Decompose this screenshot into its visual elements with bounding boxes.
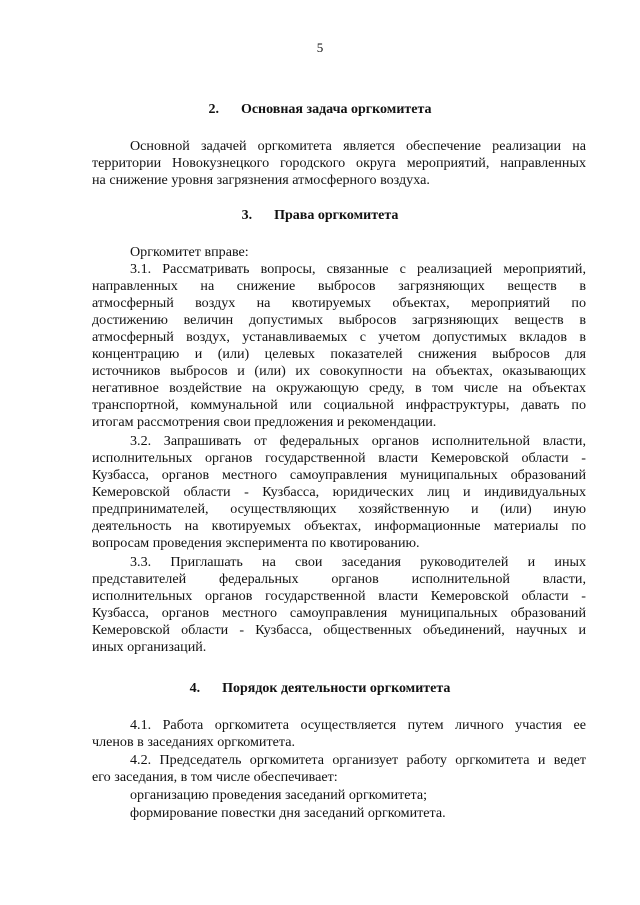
text-line: на снижение уровня загрязнения атмосферного воздуха. (92, 172, 430, 188)
text-line: 3.2. Запрашивать от федеральных органов исполнительной власти, (130, 433, 586, 449)
text-line: 3.3. Приглашать на свои заседания руководителей и иных (130, 554, 586, 570)
text-line: атмосферный воздух, устанавливаемых с учетом допустимых вкладов в (92, 329, 586, 345)
text-line: формирование повестки дня заседаний оргкомитета. (130, 805, 446, 821)
text-line: предпринимателей, осуществляющих хозяйственную и (или) иную (92, 501, 586, 517)
text-line: территории Новокузнецкого городского округа мероприятий, направленных (92, 155, 586, 171)
text-line: 3.1. Рассматривать вопросы, связанные с реализацией мероприятий, (130, 261, 586, 277)
text-line: его заседания, в том числе обеспечивает: (92, 769, 338, 785)
section-number: 4. (189, 681, 201, 696)
section-number: 2. (208, 102, 219, 117)
text-line: вопросам проведения эксперимента по квотированию. (92, 535, 420, 551)
text-line: представителей федеральных органов исполнительной власти, (92, 571, 586, 587)
text-line: Основной задачей оргкомитета является обеспечение реализации на (130, 138, 586, 154)
text-line: Кузбасса, органов местного самоуправления муниципальных образований (92, 467, 586, 483)
section-heading-4 (0, 681, 640, 697)
text-line: иных организаций. (92, 639, 207, 655)
section-title: Основная задача оргкомитета (240, 102, 432, 117)
text-line: Кузбасса, органов местного самоуправления муниципальных образований (92, 605, 586, 621)
text-line: исполнительных органов государственной власти Кемеровской области - (92, 588, 586, 604)
section-title: Права оргкомитета (274, 208, 399, 223)
text-line: организацию проведения заседаний оргкомитета; (130, 787, 428, 803)
text-line: транспортной, коммунальной или социальной инфраструктуры, давать по (92, 397, 586, 413)
section-heading-2 (0, 102, 640, 118)
section-title: Порядок деятельности оргкомитета (222, 681, 451, 696)
text-line: концентрацию и (или) целевых показателей снижения выбросов для (92, 346, 586, 362)
text-line: 4.1. Работа оргкомитета осуществляется путем личного участия ее (130, 717, 586, 733)
text-line: направленных на снижение выбросов загрязняющих веществ в (92, 278, 586, 294)
text-line: негативное воздействие на окружающую среду, в том числе на объектах (92, 380, 586, 396)
text-line: Кемеровской области - Кузбасса, общественных объединений, научных и (92, 622, 586, 638)
text-line: атмосферный воздух на квотируемых объектах, мероприятий по (92, 295, 586, 311)
text-line: 4.2. Председатель оргкомитета организует работу оргкомитета и ведет (130, 752, 586, 768)
text-line: членов в заседаниях оргкомитета. (92, 734, 295, 750)
text-line: Оргкомитет вправе: (130, 244, 249, 260)
text-line: источников выбросов и (или) их совокупности на объектах, оказывающих (92, 363, 586, 379)
text-line: итогам рассмотрения свои предложения и рекомендации. (92, 414, 437, 430)
page-number: 5 (316, 40, 324, 55)
section-number: 3. (241, 208, 253, 223)
text-line: Кемеровской области - Кузбасса, юридических лиц и индивидуальных (92, 484, 586, 500)
text-line: деятельность на квотируемых объектах, информационные материалы по (92, 518, 586, 534)
section-heading-3 (0, 208, 640, 224)
text-line: исполнительных органов государственной власти Кемеровской области - (92, 450, 586, 466)
text-line: достижению величин допустимых выбросов загрязняющих веществ в (92, 312, 586, 328)
